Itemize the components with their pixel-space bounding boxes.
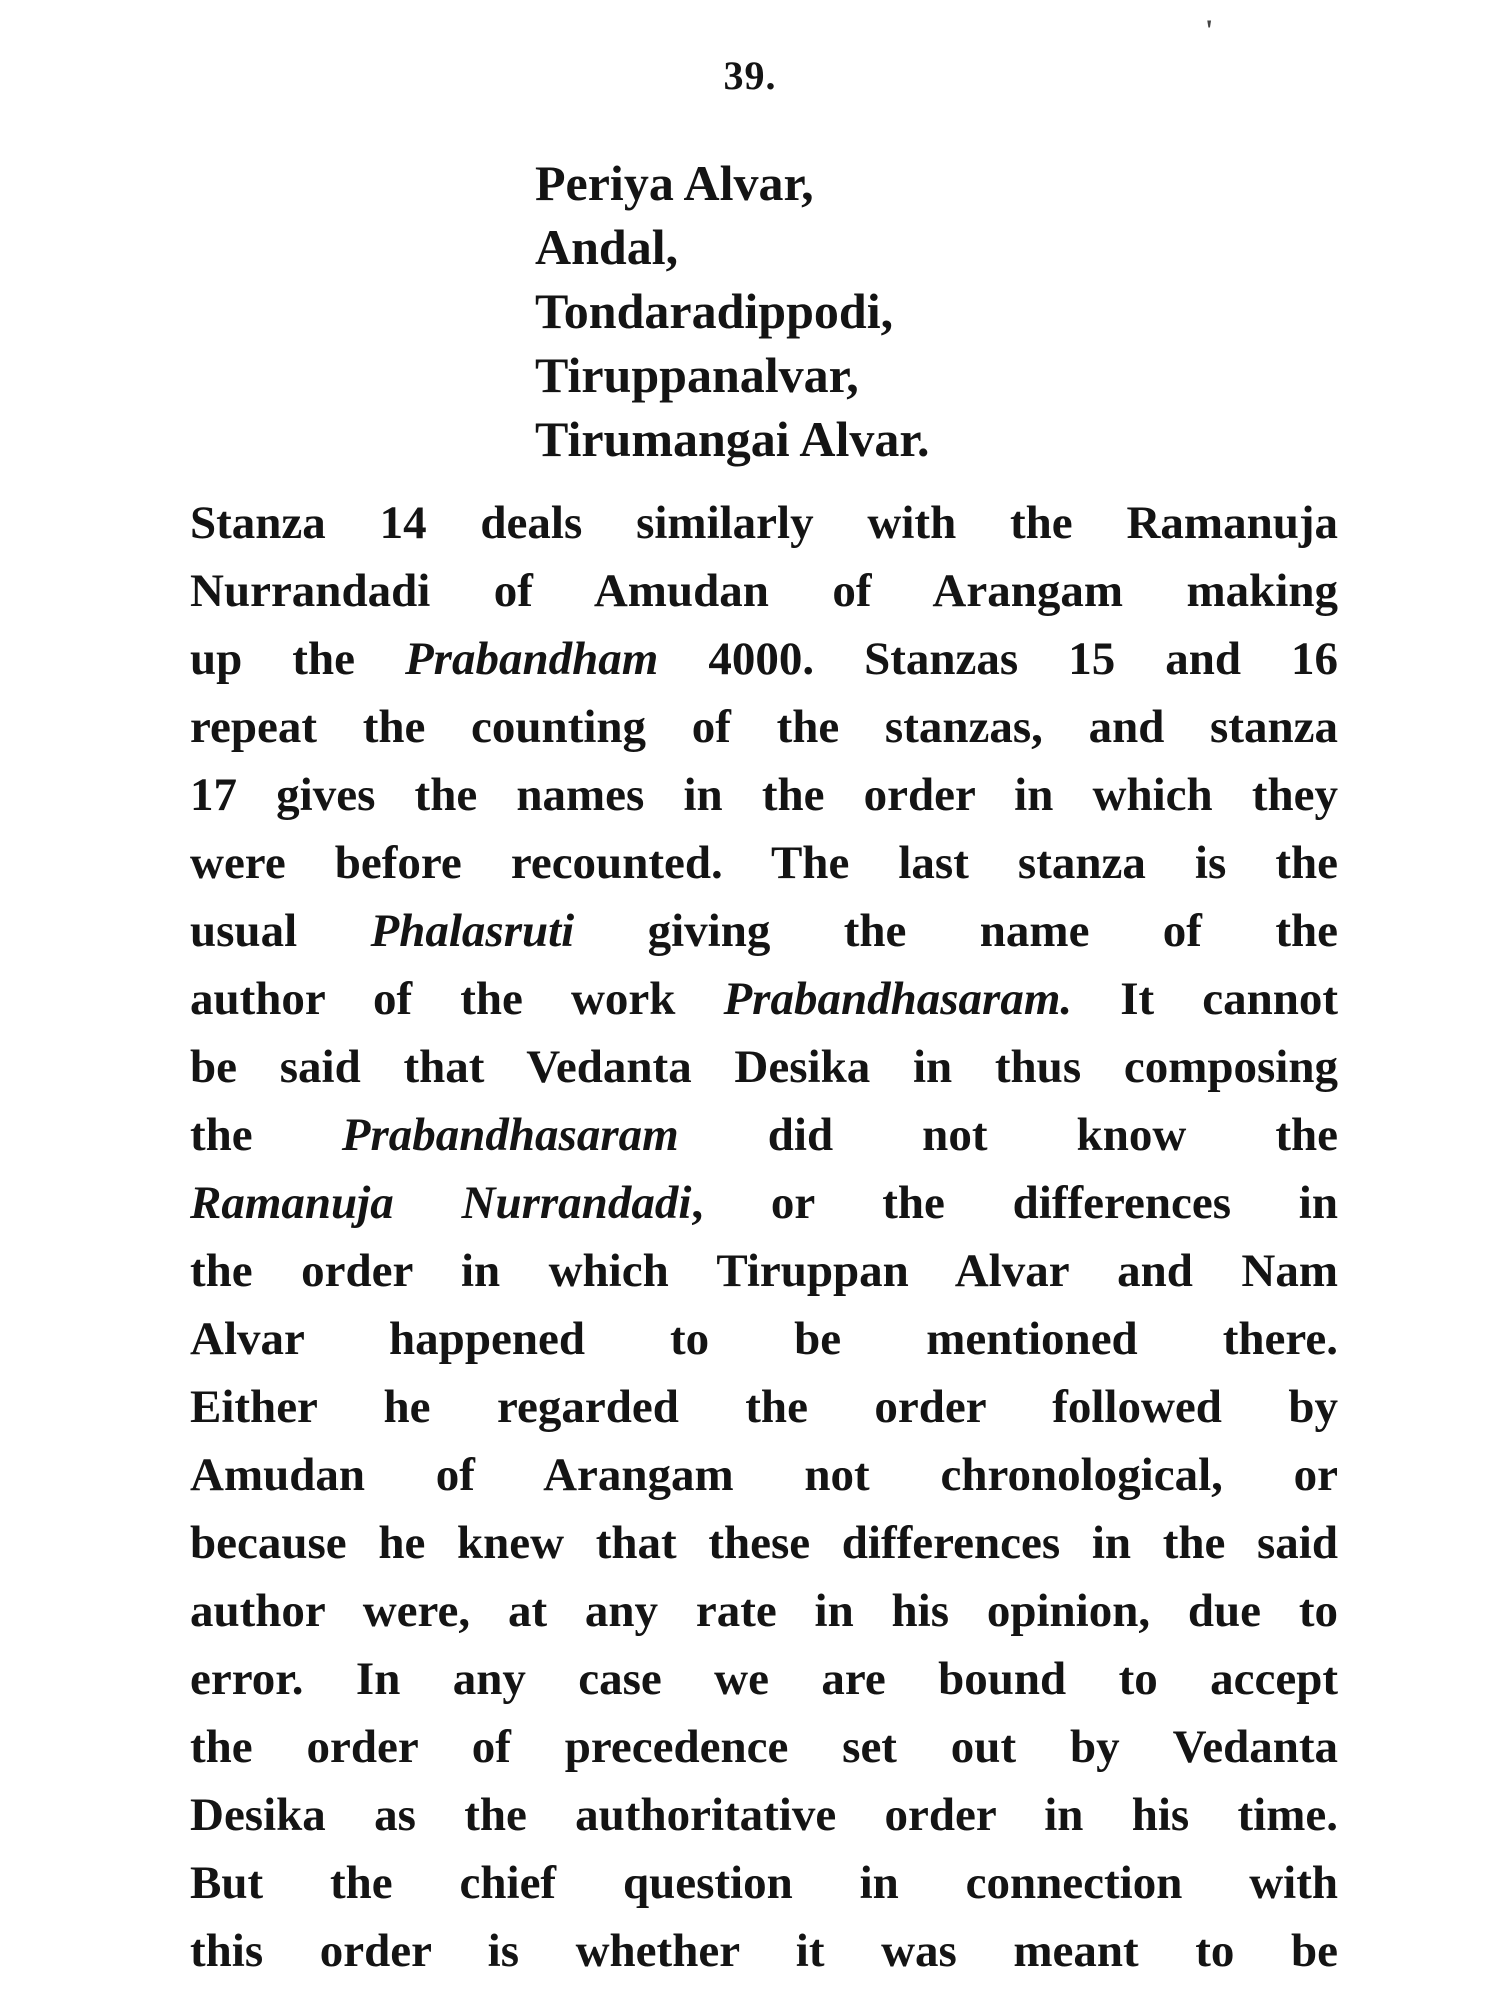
text-line <box>190 829 1338 897</box>
regular-text: up the <box>190 633 405 685</box>
text-line <box>190 625 1338 693</box>
text-line <box>190 1645 1338 1713</box>
text-line <box>190 1509 1338 1577</box>
italic-text: Phalasruti <box>370 905 575 957</box>
regular-text: Nurrandadi of Amudan of Arangam making <box>190 565 1338 617</box>
regular-text: 4000. Stanzas 15 and 16 <box>658 633 1338 685</box>
italic-text: Ramanuja Nurrandadi <box>190 1177 692 1229</box>
text-line <box>190 489 1338 557</box>
text-line <box>190 1917 1338 1985</box>
regular-text: giving the name of the <box>574 905 1338 957</box>
scan-artifact: ' <box>1205 14 1214 47</box>
text-line <box>190 761 1338 829</box>
body-paragraph <box>190 489 1338 1985</box>
regular-text: this order is whether it was meant to be <box>190 1925 1338 1977</box>
text-line <box>190 1781 1338 1849</box>
regular-text: the order in which Tiruppan Alvar and Nam <box>190 1245 1338 1297</box>
regular-text: author of the work <box>190 973 724 1025</box>
text-line <box>190 557 1338 625</box>
text-line <box>190 1373 1338 1441</box>
regular-text: It cannot <box>1072 973 1339 1025</box>
regular-text: error. In any case we are bound to accept <box>190 1653 1338 1705</box>
text-line <box>190 1849 1338 1917</box>
text-line <box>190 1577 1338 1645</box>
italic-text: Prabandhasaram. <box>723 973 1073 1025</box>
page-number: 39. <box>723 53 777 98</box>
regular-text: Stanza 14 deals similarly with the Ramanuja <box>190 497 1338 549</box>
text-line <box>190 1169 1338 1237</box>
text-line <box>190 1101 1338 1169</box>
regular-text: , or the differences in <box>691 1177 1338 1229</box>
regular-text: But the chief question in connection with <box>190 1857 1338 1909</box>
regular-text: Amudan of Arangam not chronological, or <box>190 1449 1338 1501</box>
italic-text: Prabandhasaram <box>341 1109 679 1161</box>
regular-text: because he knew that these differences in the said <box>190 1517 1338 1569</box>
text-line <box>190 965 1338 1033</box>
regular-text: the <box>190 1109 342 1161</box>
regular-text: Alvar happened to be mentioned there. <box>190 1313 1338 1365</box>
regular-text: the order of precedence set out by Vedanta <box>190 1721 1338 1773</box>
name-list-item: Andal, <box>535 219 679 275</box>
text-line <box>190 897 1338 965</box>
text-line <box>190 1033 1338 1101</box>
text-line <box>190 1305 1338 1373</box>
text-line <box>190 1441 1338 1509</box>
regular-text: were before recounted. The last stanza is the <box>190 837 1338 889</box>
regular-text: author were, at any rate in his opinion, due to <box>190 1585 1338 1637</box>
text-line <box>190 693 1338 761</box>
text-line <box>190 1237 1338 1305</box>
regular-text: be said that Vedanta Desika in thus composing <box>190 1041 1338 1093</box>
regular-text: Desika as the authoritative order in his time. <box>190 1789 1338 1841</box>
regular-text: 17 gives the names in the order in which they <box>190 769 1338 821</box>
regular-text: Either he regarded the order followed by <box>190 1381 1338 1433</box>
regular-text: usual <box>190 905 371 957</box>
name-list-item: Tiruppanalvar, <box>535 347 859 403</box>
regular-text: did not know the <box>678 1109 1339 1161</box>
italic-text: Prabandham <box>404 633 659 685</box>
alvar-name-list <box>535 151 1500 471</box>
name-list-item: Periya Alvar, <box>535 155 814 211</box>
name-list-item: Tirumangai Alvar. <box>535 411 930 467</box>
name-list-item: Tondaradippodi, <box>535 283 894 339</box>
regular-text: repeat the counting of the stanzas, and stanza <box>190 701 1338 753</box>
text-line <box>190 1713 1338 1781</box>
